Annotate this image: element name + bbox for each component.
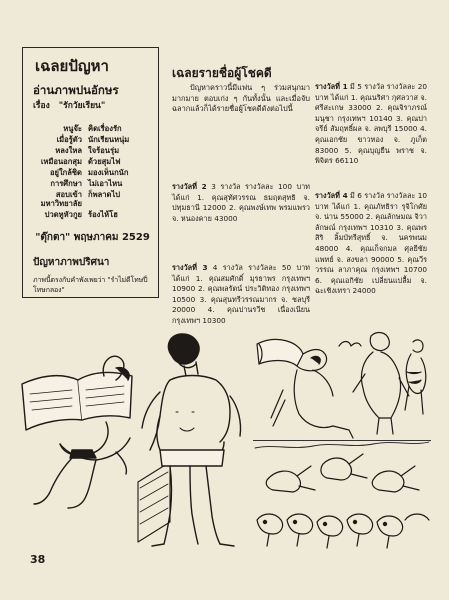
prize-3-text: 4 รางวัล รางวัลละ 50 บาท ได้แก่ 1. คุณสมศักดิ์ มุรธาพร กรุงเทพฯ 10900 2. คุณพลรัตน์ ประวิติทอง กรุงเทพฯ 10500 3. คุณสุนทรีวรรณมากร จ. ชลบุรี 20000 4. คุณปานรวีช เนื่องเนียน กรุงเทพฯ 10300	[172, 263, 310, 325]
answer-box	[22, 47, 159, 298]
word: ด้วยสุมไฟ	[88, 157, 121, 166]
word: เมื่อรู้ตัว	[56, 135, 82, 144]
riddle-title: ปัญหาภาพปริศนา	[33, 256, 110, 268]
prize-4-text: มี 6 รางวัล รางวัลละ 10 บาท ได้แก่ 1. คุณภัทธิรา รุจิโกศัย จ. น่าน 55000 2. คุณลักษมณ จิวาลักษณ์ กรุงเทพฯ 10310 3. คุณพรสิริ ลิ้มบัทรีสุทธิ์ จ. นครพนม 48000 4. คุณเก็จกมล ศุลยีชัยแพทย์ จ. สงขลา 90000 5. คุณวีรวรรณ ลาภาคุณ กรุงเทพฯ 10700 6. คุณเอกิชัย เปลี่ยนแปลื้ม จ. ฉะเชิงเทรา 24000	[315, 191, 428, 296]
prize-2-lead: รางวัลที่ 2	[172, 182, 207, 191]
riddle-text: ภาพนี้ตรงกับคำพังเพยว่า "รำไม่ดีโทษปี่โทษกลอง"	[33, 275, 148, 294]
prize-2-paragraph	[172, 182, 310, 224]
word: ใจร้อนรุ่ม	[88, 146, 120, 155]
word: ร้องไห้โฮ	[88, 210, 118, 220]
prize-3-lead: รางวัลที่ 3	[172, 263, 208, 272]
prize-2-text: 3 รางวัล รางวัลละ 100 บาท ได้แก่ 1. คุณสุทัศวรรณ ธมฤตสุทธิ จ. ปทุมธานี 12000 2. คุณพงษ์เทพ พรมแพรว จ. หนองคาย 43000	[172, 182, 310, 223]
answer-title: เฉลยปัญหา	[35, 57, 109, 75]
cartoon-divider	[253, 440, 431, 441]
word: ก็พลาดไป	[88, 190, 121, 199]
prize-1-paragraph	[315, 82, 427, 167]
word: ปวดหูหัวกูย	[44, 210, 82, 220]
word: อยู่ใกล้ชิด	[49, 168, 82, 177]
word: มองเห็นกนัก	[88, 168, 129, 177]
answer-subtitle: อ่านภาพปนอักษร	[33, 83, 119, 97]
riddle-cartoon-illustration	[253, 330, 431, 552]
word: สอบเข้ามหาวิทยาลัย	[40, 190, 82, 209]
word: หนูจ๊ะ	[63, 124, 82, 133]
issue-date: "ตุ๊กตา" พฤษภาคม 2529	[35, 231, 150, 243]
word: คิดเรื่องรัก	[88, 124, 122, 133]
prize-intro: ปัญหาคราวนี้มีแฟน ๆ ร่วมสนุกมามากมาย ตอบเก่ง ๆ กันทั้งนั้น และเมื่อจับฉลากแล้วก็ได้รายชื่อผู้โชคดีดังต่อไปนี้	[172, 83, 310, 114]
prize-1-lead: รางวัลที่ 1	[315, 82, 348, 91]
beach-cartoon-illustration	[20, 332, 252, 552]
prize-4-paragraph	[315, 191, 427, 297]
prize-3-paragraph	[172, 263, 310, 327]
word-grid	[33, 124, 152, 220]
word: การศึกษา	[50, 179, 82, 188]
word: หลงใหล	[55, 146, 82, 155]
word: ไม่เอาไหน	[88, 179, 123, 188]
word: นักเรียนหนุ่ม	[88, 135, 130, 144]
story-title: "รักวัยเรียน"	[58, 101, 106, 111]
prize-title: เฉลยรายชื่อผู้โชคดี	[172, 66, 272, 80]
story-line	[33, 101, 152, 112]
word: เหมือนอกสุม	[40, 157, 82, 166]
story-label: เรื่อง	[33, 101, 50, 111]
prize-4-lead: รางวัลที่ 4	[315, 191, 348, 200]
page-number: 38	[30, 553, 46, 566]
prize-1-text: มี 5 รางวัล รางวัลละ 20 บาท ได้แก่ 1. คุณนริศา กุศลวาส จ. ศรีสะเกษ 33000 2. คุณจิราภรณ์ มนุชา กรุงเทพฯ 10140 3. คุณปาจรีย์ สัมฤทธิ์ผล จ. ลพบุรี 15000 4. คุณเอกชัย ขาวทอง จ. ภูเก็ต 83000 5. คุณบุญยืน พราช จ. พิจิตร 66110	[315, 82, 428, 166]
